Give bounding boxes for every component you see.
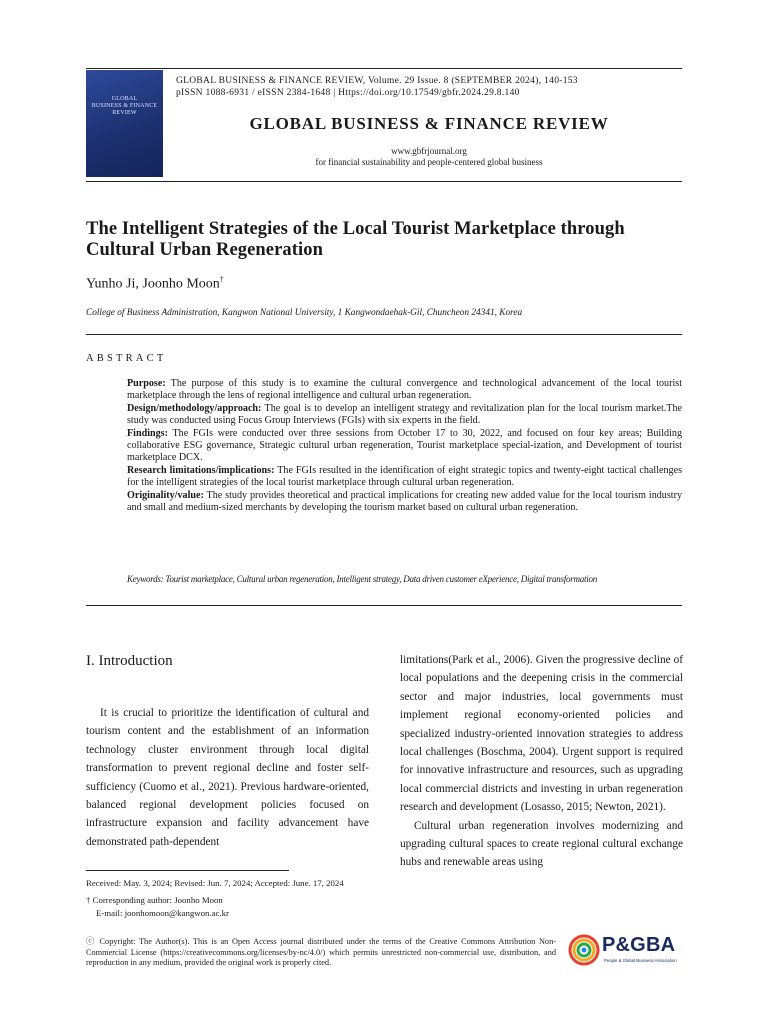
left-column xyxy=(86,704,369,851)
corresponding-author-mark: † xyxy=(219,275,224,284)
journal-website-link[interactable]: www.gbfrjournal.org xyxy=(391,146,467,156)
intro-paragraph-1-cont: limitations(Park et al., 2006). Given the progressive decline of local populations and the deepening crisis in the commercial sector and major industries, local governments must implement regional economy-oriented policies and specialized industry-oriented innovation strategies to address local challenges (Boschma, 2004). Urgent support is required for innovative infrastructure and resources, such as upgrading local commercial districts and investing in urban regeneration research and development (Losasso, 2015; Newton, 2021). xyxy=(400,654,683,814)
header-top-rule xyxy=(86,68,682,69)
abstract-divider xyxy=(86,605,682,606)
abstract-label: Research limitations/implications: xyxy=(127,464,275,476)
paper-title: The Intelligent Strategies of the Local Tourist Marketplace through Cultural Urban Regeneration xyxy=(86,219,625,260)
cover-title-line-1: GLOBAL xyxy=(111,96,138,102)
pgba-logo-subtitle: People & Global Business Association xyxy=(604,958,677,963)
abstract-text: The goal is to develop an intelligent strategy and revitalization plan for the local tourism market.The study was conducted using Focus Group Interviews (FGIs) with six experts in the field. xyxy=(127,402,682,427)
abstract-purpose xyxy=(127,378,682,403)
journal-title: GLOBAL BUSINESS & FINANCE REVIEW xyxy=(249,114,609,133)
abstract-body xyxy=(127,378,682,514)
abstract-label: Findings: xyxy=(127,427,168,439)
corresponding-author: † Corresponding author: Joonho Moon xyxy=(86,895,223,905)
section-heading-introduction: I. Introduction xyxy=(86,653,173,669)
intro-paragraph-1: It is crucial to prioritize the identification of cultural and tourism content and the establishment of an information technology cluster environment through local digital transformation to prevent regional decline and foster self-sufficiency (Cuomo et al., 2021). Previous hardware-oriented, balanced regional development policies focused on infrastructure expansion and facility advancement have demonstrated path-dependent xyxy=(86,707,369,848)
keywords: Keywords: Tourist marketplace, Cultural urban regeneration, Intelligent strategy, Data driven customer eXperience, Digital transformation xyxy=(127,574,597,584)
abstract-label: Originality/value: xyxy=(127,489,204,501)
author-names: Yunho Ji, Joonho Moon xyxy=(86,276,220,292)
citation-line: GLOBAL BUSINESS & FINANCE REVIEW, Volume. 29 Issue. 8 (SEPTEMBER 2024), 140-153 xyxy=(176,76,578,86)
journal-tagline: for financial sustainability and people-centered global business xyxy=(315,157,543,167)
right-column xyxy=(400,651,683,872)
pgba-logo-text: P&GBA xyxy=(602,934,676,956)
author-email[interactable]: E-mail: joonhomoon@kangwon.ac.kr xyxy=(96,908,229,918)
abstract-limitations xyxy=(127,465,682,490)
abstract-text: The FGIs were conducted over three sessions from October 17 to 30, 2022, and focused on four key areas; Building collaborative ESG governance, Strategic cultural urban regeneration, Tourist marketplace special-ization, and Development of tourist marketplace DCX. xyxy=(127,427,682,464)
abstract-text: The study provides theoretical and practical implications for creating new added value for the local tourism industry and small and medium-sized merchants by developing the tourism market based on cultural urban regeneration. xyxy=(127,489,682,514)
abstract-label: Purpose: xyxy=(127,378,166,389)
affiliation: College of Business Administration, Kangwon National University, 1 Kangwondaehak-Gil, Chuncheon 24341, Korea xyxy=(86,308,523,318)
intro-paragraph-2: Cultural urban regeneration involves modernizing and upgrading cultural spaces to create regional cultural exchange hubs and renewable areas using xyxy=(400,819,683,869)
abstract-design xyxy=(127,403,682,428)
abstract-text: The FGIs resulted in the identification of eight strategic topics and twenty-eight tactical challenges for the intelligent strategies of the local tourist marketplace through cultural urban regeneration. xyxy=(127,464,682,489)
authors-line xyxy=(86,275,224,293)
abstract-heading: ABSTRACT xyxy=(86,353,167,364)
cover-title-line-3: REVIEW xyxy=(112,110,137,116)
journal-cover-thumbnail xyxy=(86,70,163,177)
abstract-findings xyxy=(127,428,682,465)
abstract-originality xyxy=(127,490,682,515)
header-bottom-rule xyxy=(86,181,682,182)
pgba-logo xyxy=(568,933,686,967)
footnote-rule xyxy=(86,870,289,871)
issn-doi-line[interactable]: pISSN 1088-6931 / eISSN 2384-1648 | Https://doi.org/10.17549/gbfr.2024.29.8.140 xyxy=(176,88,520,98)
title-divider xyxy=(86,334,682,335)
pgba-logo-rings-icon xyxy=(568,934,600,966)
copyright-notice: ⓒ Copyright: The Author(s). This is an Open Access journal distributed under the terms of the Creative Commons Attribution Non-Commercial License (https://creativecommons.org/licenses/by-nc/4.0/) which permits unrestricted non-commercial use, distribution, and reproduction in any medium, provided the original work is properly cited. xyxy=(86,937,556,968)
cover-title-line-2: BUSINESS & FINANCE xyxy=(91,103,158,109)
abstract-label: Design/methodology/approach: xyxy=(127,402,262,414)
abstract-text: The purpose of this study is to examine the cultural convergence and technological advancement of the local tourist marketplace through the lens of regional intelligence and cultural urban regeneration. xyxy=(127,378,682,402)
received-dates: Received: May. 3, 2024; Revised: Jun. 7, 2024; Accepted: June. 17, 2024 xyxy=(86,878,344,888)
